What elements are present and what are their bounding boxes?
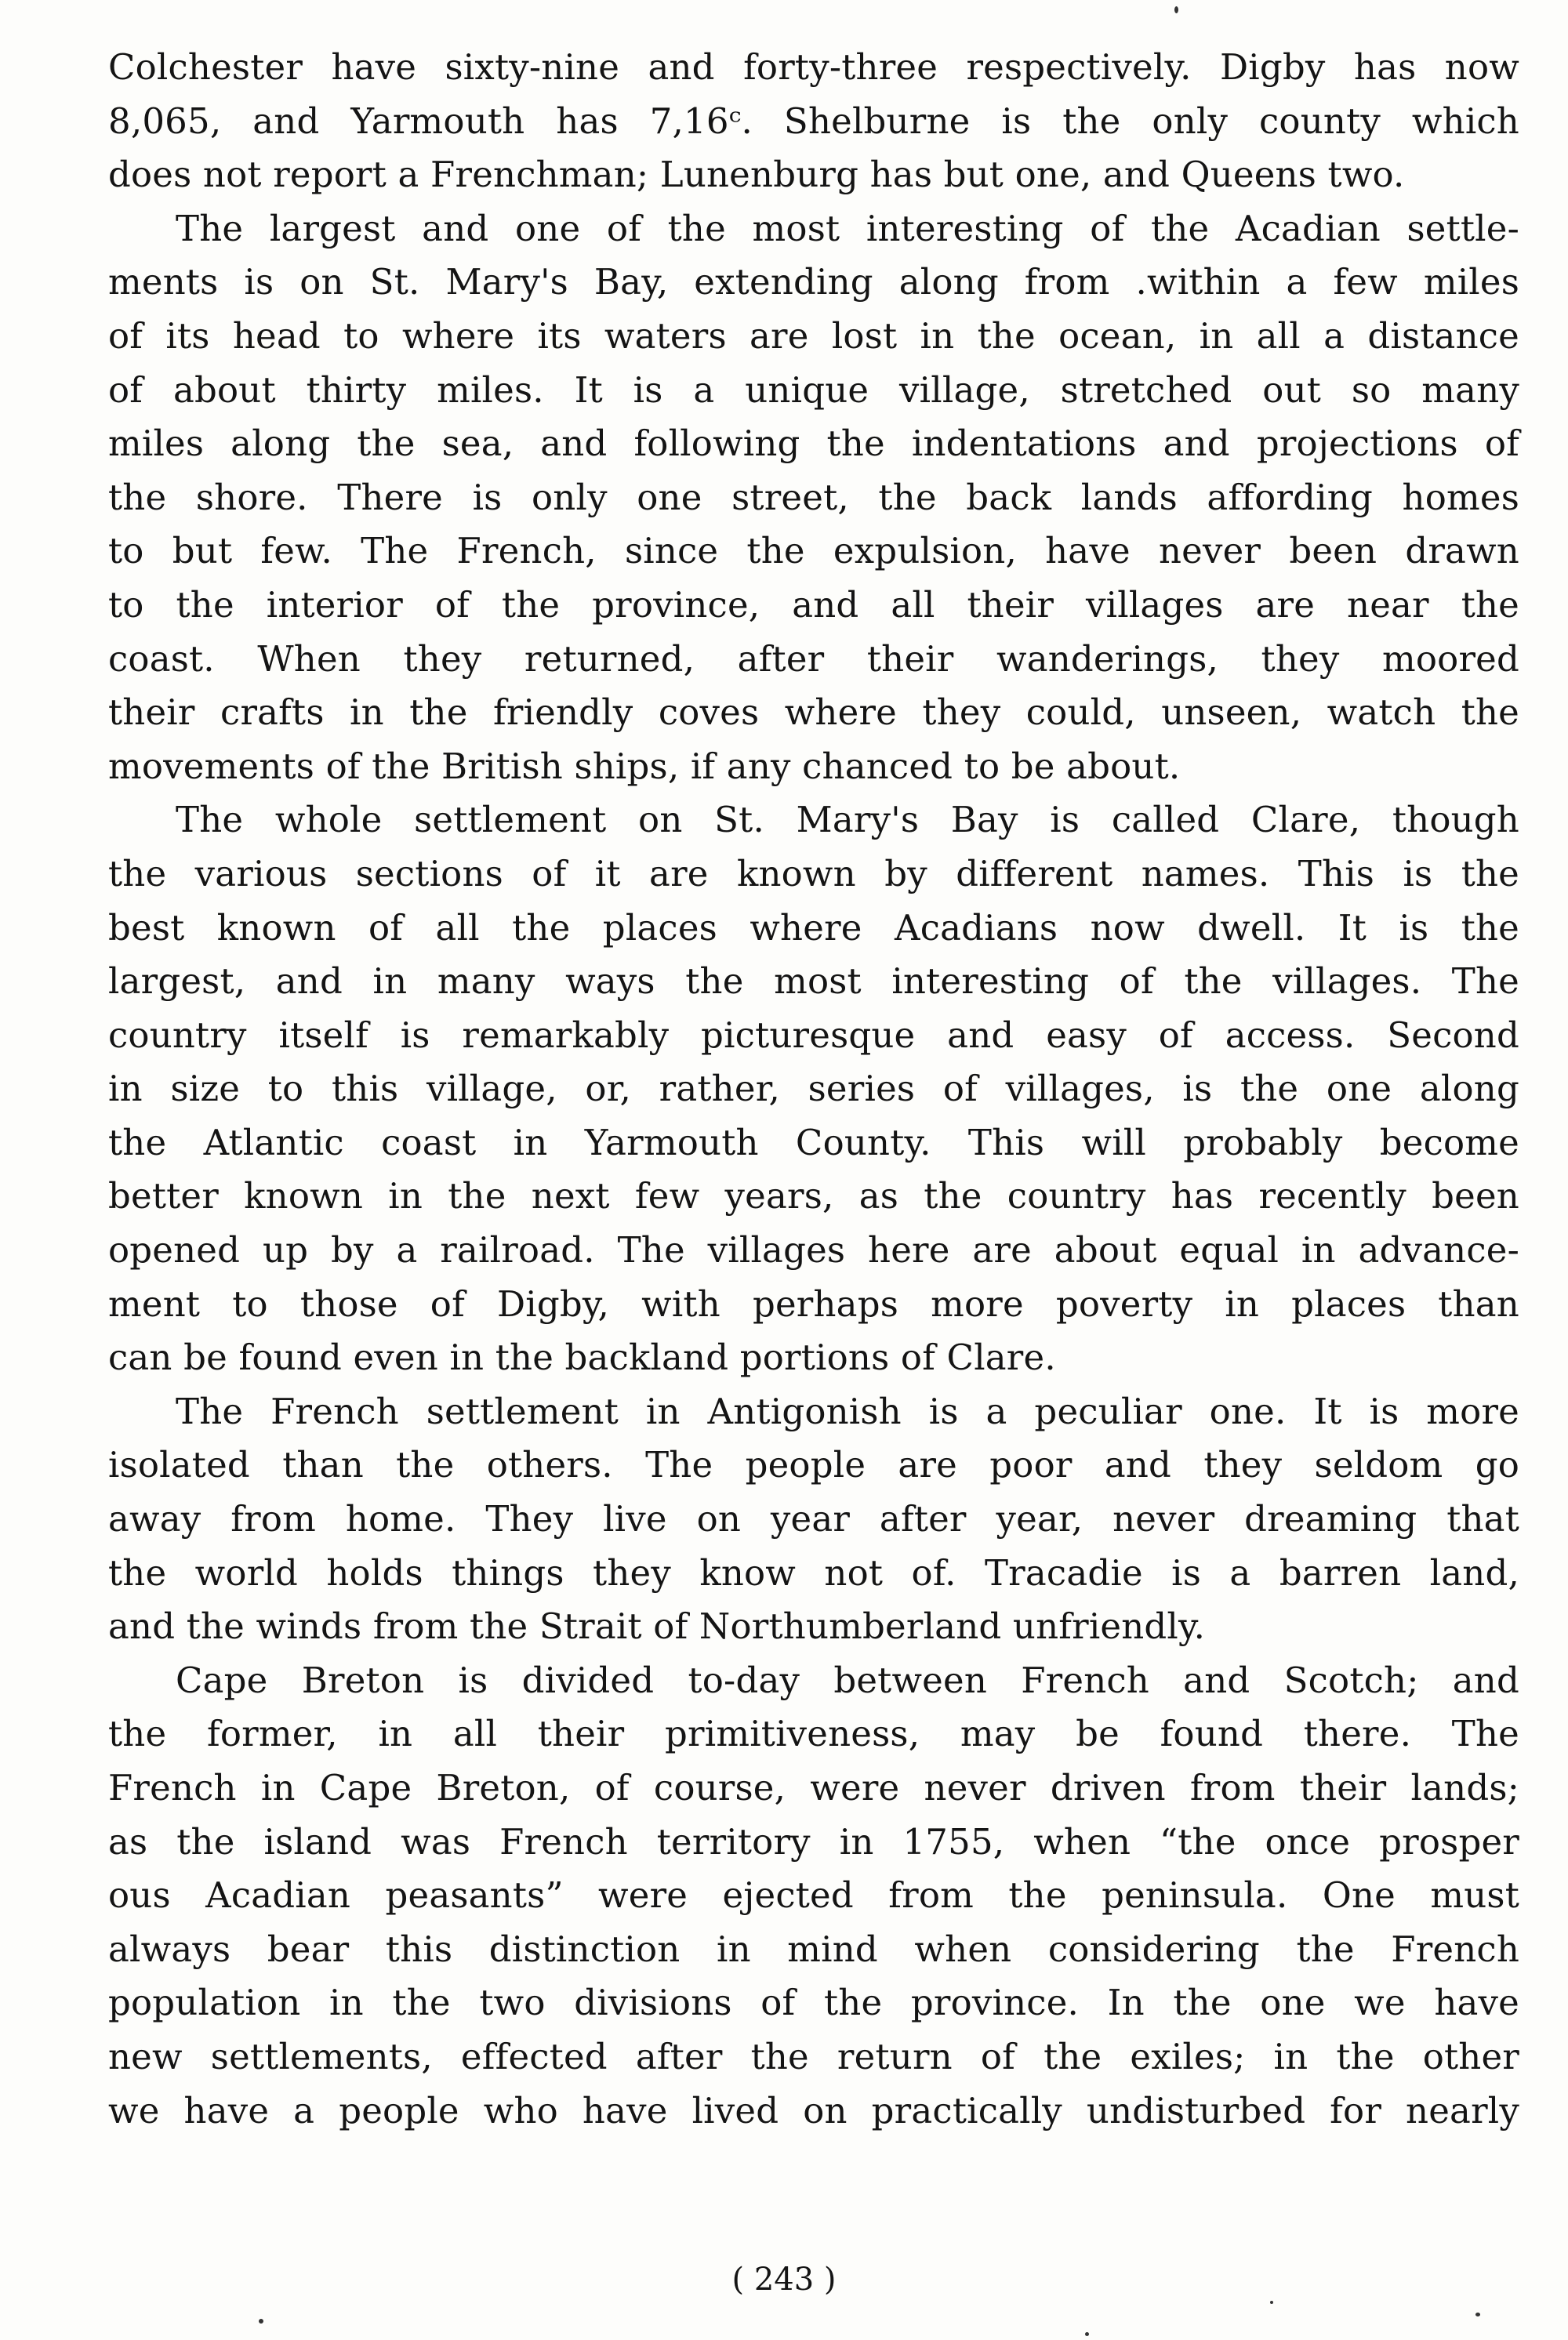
text-line: the various sections of it are known by different names. This is the — [108, 852, 1519, 894]
text-line: ment to those of Digby, with perhaps more poverty in places than — [108, 1282, 1519, 1325]
text-line: The whole settlement on St. Mary's Bay is called Clare, though — [176, 799, 1519, 841]
text-line: the Atlantic coast in Yarmouth County. This will probably become — [108, 1121, 1519, 1163]
text-line: miles along the sea, and following the indentations and projections of — [108, 423, 1519, 465]
text-line: we have a people who have lived on practically undisturbed for nearly — [108, 2089, 1519, 2131]
text-line: the shore. There is only one street, the back lands affording homes — [108, 476, 1519, 518]
text-line: ous Acadian peasants” were ejected from the peninsula. One must — [108, 1874, 1519, 1917]
text-line: as the island was French territory in 1755, when “the once prosper — [108, 1820, 1519, 1863]
text-line: The French settlement in Antigonish is a peculiar one. It is more — [176, 1390, 1519, 1432]
body-text — [108, 41, 1519, 2138]
text-line: Colchester have sixty-nine and forty-three respectively. Digby has now — [108, 46, 1519, 88]
text-line: new settlements, effected after the return of the exiles; in the other — [108, 2035, 1519, 2077]
text-line: in size to this village, or, rather, series of villages, is the one along — [108, 1068, 1519, 1110]
text-line: The largest and one of the most interesting of the Acadian settle- — [176, 207, 1519, 249]
text-line: opened up by a railroad. The villages here are about equal in advance- — [108, 1229, 1519, 1272]
scan-speck — [1174, 6, 1178, 13]
text-line: the former, in all their primitiveness, may be found there. The — [108, 1713, 1519, 1755]
text-line: Cape Breton is divided to-day between French and Scotch; and — [176, 1659, 1519, 1701]
text-line: population in the two divisions of the province. In the one we have — [108, 1982, 1519, 2024]
text-line: 8,065, and Yarmouth has 7,16ᶜ. Shelburne is the only county which — [108, 100, 1519, 142]
text-line: and the winds from the Strait of Northumberland unfriendly. — [108, 1605, 1206, 1648]
text-line: French in Cape Breton, of course, were never driven from their lands; — [108, 1767, 1519, 1809]
scan-speck — [1270, 2301, 1273, 2304]
page-number: ( 243 ) — [731, 2262, 837, 2298]
text-line: to but few. The French, since the expulsion, have never been drawn — [108, 530, 1519, 572]
text-line: does not report a Frenchman; Lunenburg has but one, and Queens two. — [108, 154, 1405, 196]
text-line: better known in the next few years, as the country has recently been — [108, 1175, 1519, 1217]
text-line: of about thirty miles. It is a unique village, stretched out so many — [108, 368, 1519, 411]
text-line: country itself is remarkably picturesque and easy of access. Second — [108, 1014, 1519, 1056]
text-line: isolated than the others. The people are poor and they seldom go — [108, 1444, 1519, 1486]
text-line: coast. When they returned, after their wanderings, they moored — [108, 637, 1519, 680]
text-line: to the interior of the province, and all their villages are near the — [108, 583, 1519, 626]
text-line: movements of the British ships, if any chanced to be about. — [108, 745, 1181, 787]
scan-speck — [1475, 2313, 1480, 2316]
text-line: best known of all the places where Acadians now dwell. It is the — [108, 906, 1519, 949]
scan-speck — [1085, 2332, 1089, 2336]
text-line: of its head to where its waters are lost in the ocean, in all a distance — [108, 314, 1519, 357]
text-line: away from home. They live on year after year, never dreaming that — [108, 1498, 1519, 1540]
text-line: can be found even in the backland portions of Clare. — [108, 1337, 1056, 1379]
text-line: ments is on St. Mary's Bay, extending along from .within a few miles — [108, 261, 1519, 303]
text-line: the world holds things they know not of. Tracadie is a barren land, — [108, 1551, 1519, 1594]
text-line: largest, and in many ways the most interesting of the villages. The — [108, 960, 1519, 1003]
scan-speck — [259, 2319, 263, 2324]
text-line: always bear this distinction in mind when considering the French — [108, 1928, 1519, 1970]
text-line: their crafts in the friendly coves where they could, unseen, watch the — [108, 691, 1519, 734]
